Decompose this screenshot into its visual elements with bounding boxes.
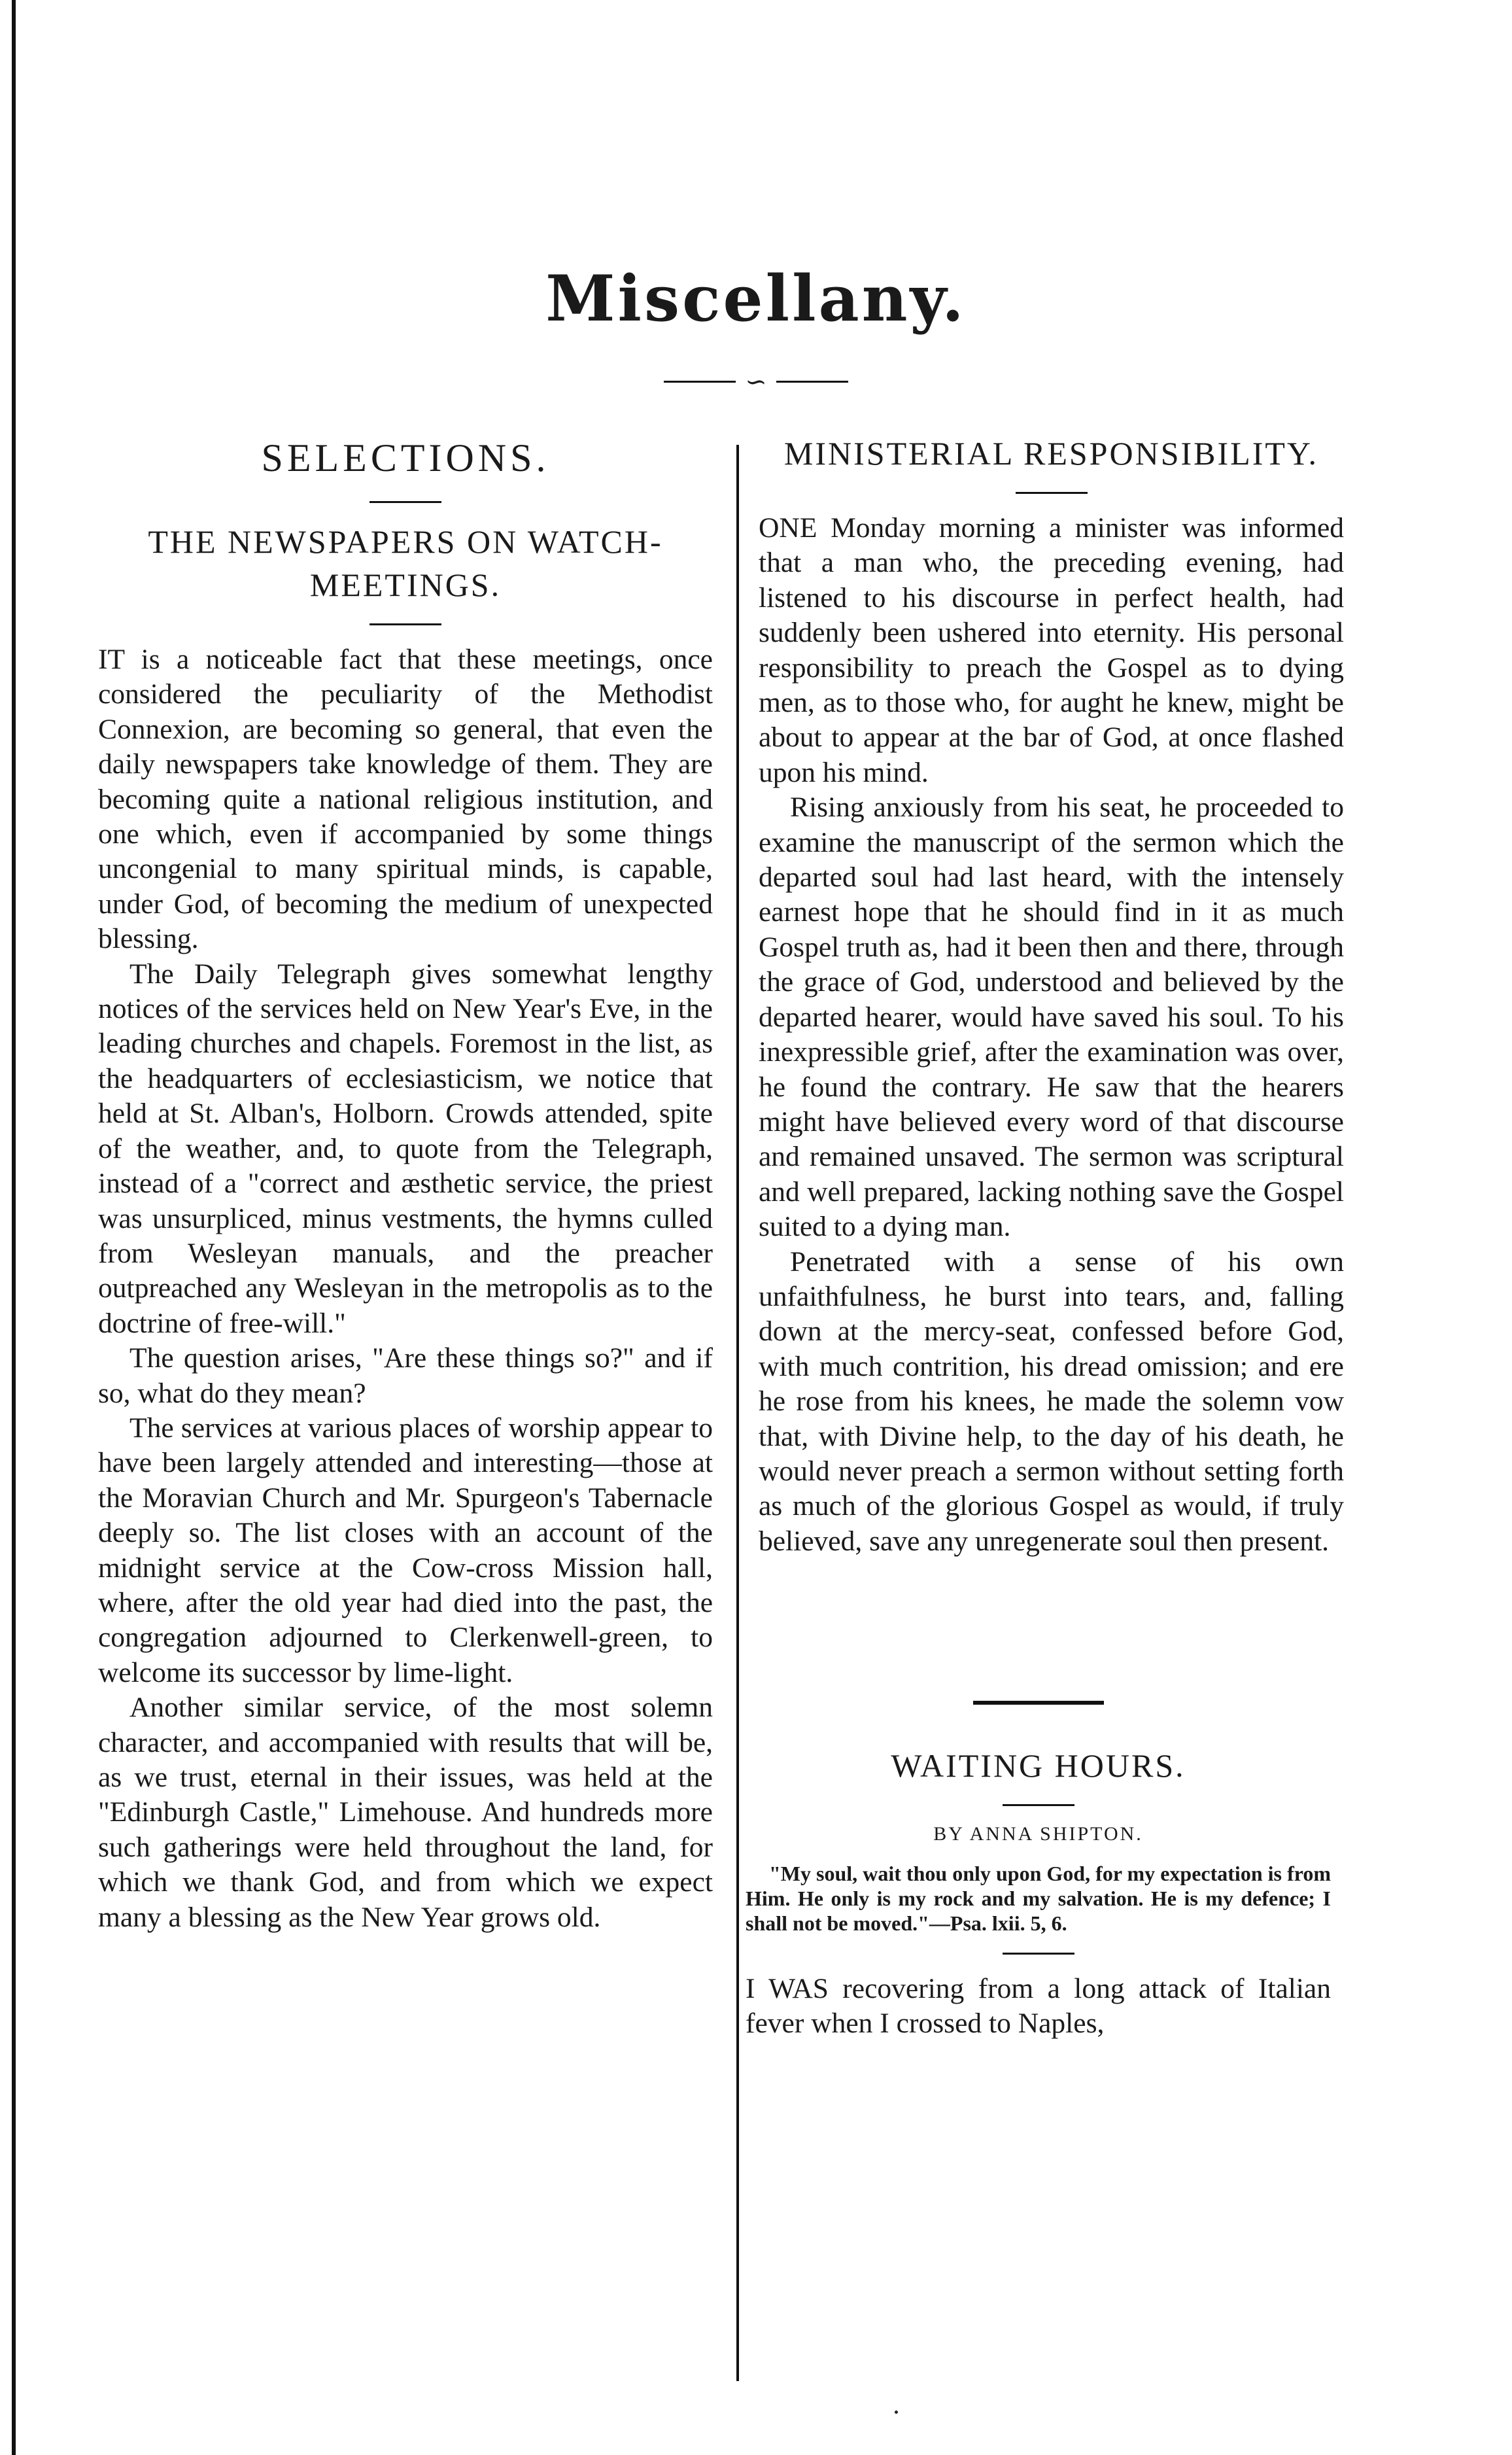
ornament-swash: ∽ — [745, 366, 767, 396]
section-heading: SELECTIONS. — [261, 436, 550, 479]
page-speck — [895, 2411, 898, 2414]
heading-rule — [369, 501, 441, 503]
article-title-ministerial-responsibility: MINISTERIAL RESPONSIBILITY. — [783, 435, 1319, 472]
byline: BY ANNA SHIPTON. — [933, 1823, 1143, 1845]
paragraph: ONE Monday morning a minister was informed that a man who, the preceding evening, had listened to his discourse in perfect health, had suddenly been ushered into eternity. His personal responsibility to preach the Gospel as to dying men, as to those who, for aught he knew, might be about to appear at the bar of God, at once flashed upon his mind. — [759, 512, 1344, 788]
paragraph: The Daily Telegraph gives somewhat lengthy notices of the services held on New Year's Eve, in the leading churches and chapels. Foremost in the list, as the headquarters of ecclesiasticism, we notice that held at St. Alban's, Holborn. Crowds attended, spite of the weather, and, to quote from the Telegraph, instead of a "correct and æsthetic service, the priest was unsurpliced, minus vestments, the hymns culled from Wesleyan manuals, and the preacher outpreached any Wesleyan in the metropolis as to the doctrine of free-will." — [98, 958, 713, 1339]
title-rule — [369, 623, 441, 625]
paragraph: I WAS recovering from a long attack of Italian fever when I crossed to Naples, — [746, 1973, 1331, 2040]
epigraph: "My soul, wait thou only upon God, for my expectation is from Him. He only is my rock and my salvation. He is my defence; I shall not be moved."—Psa. lxii. 5, 6. — [746, 1862, 1331, 1935]
paragraph: Penetrated with a sense of his own unfaithfulness, he burst into tears, and, falling down at the mercy-seat, confessed before God, with much contrition, his dread omission; and ere he rose from his knees, he made the solemn vow that, with Divine help, to the day of his death, he would never preach a sermon without setting forth as much of the glorious Gospel as would, if truly believed, save any unregenerate soul then present. — [759, 1245, 1344, 1557]
masthead-ornament — [0, 366, 1512, 395]
ornament-rule-left — [664, 381, 736, 383]
left-column — [98, 432, 713, 1935]
paragraph: IT is a noticeable fact that these meetings, once considered the peculiarity of the Methodist Connexion, are becoming so general, that even the daily newspapers take knowledge of them. They are becoming quite a national religious institution, and one which, even if accompanied by some things uncongenial to many spiritual minds, is capable, under God, of becoming the medium of unexpected blessing. — [98, 644, 713, 955]
article-title-waiting-hours: WAITING HOURS. — [891, 1747, 1186, 1784]
right-column-lower — [746, 1675, 1331, 2042]
section-masthead: Miscellany. — [545, 262, 967, 336]
title-rule — [1016, 492, 1088, 494]
paragraph: Rising anxiously from his seat, he proceeded to examine the manuscript of the sermon which the departed soul had last heard, with the intensely earnest hope that he should find in it as much Gospel truth as, had it been then and there, through the grace of God, understood and believed by the departed hearer, would have saved his soul. To his inexpressible grief, after the examination was over, he found the contrary. He saw that the hearers might have believed every word of that discourse and remained unsaved. The sermon was scriptural and well prepared, lacking nothing save the Gospel suited to a dying man. — [759, 792, 1344, 1243]
paragraph: The services at various places of worship appear to have been largely attended and interesting—those at the Moravian Church and Mr. Spurgeon's Tabernacle deeply so. The list closes with an account of the midnight service at the Cow-cross Mission hall, where, after the old year had died into the past, the congregation adjourned to Clerkenwell-green, to welcome its successor by lime-light. — [98, 1412, 713, 1688]
paragraph: Another similar service, of the most solemn character, and accompanied with results that will be, as we trust, eternal in their issues, was held at the "Edinburgh Castle," Limehouse. And hundreds more such gatherings were held throughout the land, for which we thank God, and from which we expect many a blessing as the New Year grows old. — [98, 1692, 713, 1933]
right-column — [759, 432, 1344, 1559]
paragraph: The question arises, "Are these things so?" and if so, what do they mean? — [98, 1342, 713, 1409]
column-divider — [736, 445, 739, 2381]
article-separator-rule — [973, 1701, 1104, 1705]
title-rule — [1003, 1804, 1074, 1806]
article-title-watch-meetings: THE NEWSPAPERS ON WATCH-MEETINGS. — [148, 523, 663, 603]
ornament-rule-right — [776, 381, 848, 383]
epigraph-rule — [1003, 1953, 1074, 1955]
